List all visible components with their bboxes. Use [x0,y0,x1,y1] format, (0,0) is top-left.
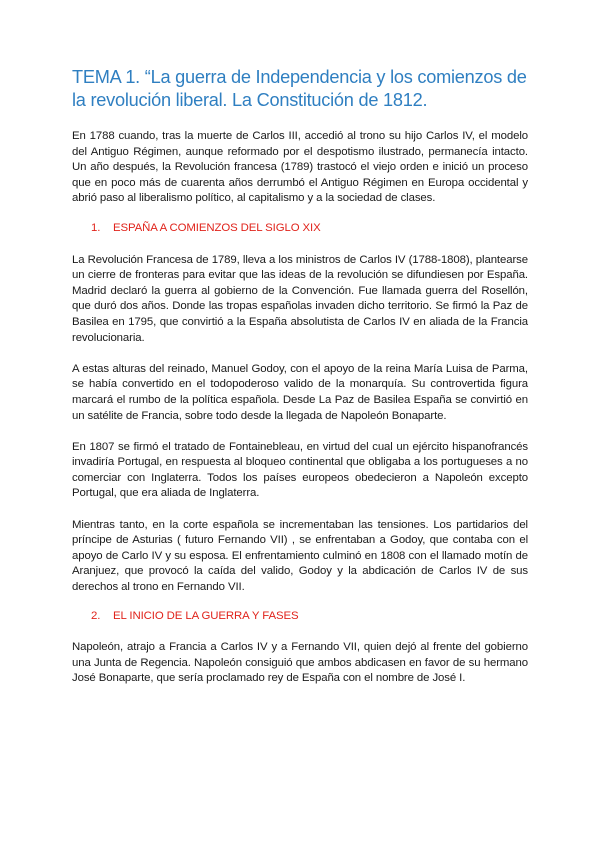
section-heading-1 [91,221,528,237]
paragraph: En 1807 se firmó el tratado de Fontainebleau, en virtud del cual un ejército hispanofrancés invadiría Portugal, en respuesta al bloqueo continental que obligaba a los portugueses a no comerciar con Inglaterra. Todos los países europeos obedecieron a Napoleón excepto Portugal, que era aliada de Inglaterra. [72,440,528,500]
document-title: TEMA 1. “La guerra de Independencia y los comienzos de la revolución liberal. La Constitución de 1812. [72,67,527,110]
section-heading-text: EL INICIO DE LA GUERRA Y FASES [113,609,299,622]
paragraph: A estas alturas del reinado, Manuel Godoy, con el apoyo de la reina María Luisa de Parma, se había convertido en el todopoderoso valido de la monarquía. Su controvertida figura marcará el rumbo de la política española. Desde La Paz de Basilea España se convirtió en un satélite de Francia, sobre todo desde la llegada de Napoleón Bonaparte. [72,362,528,422]
paragraph: Napoleón, atrajo a Francia a Carlos IV y a Fernando VII, quien dejó al frente del gobierno una Junta de Regencia. Napoleón consiguió que ambos abdicasen en favor de su hermano José Bonaparte, que sería proclamado rey de España con el nombre de José I. [72,641,528,685]
section-number: 1. [91,221,101,234]
paragraph: La Revolución Francesa de 1789, lleva a los ministros de Carlos IV (1788-1808), plantearse un cierre de fronteras para evitar que las ideas de la revolución se difundiesen por España. Madrid declaró la guerra al gobierno de la Convención. Fue llamada guerra del Rosellón, que duró dos años. Donde las tropas españolas invaden dicho territorio. Se firmó la Paz de Basilea en 1795, que convirtió a la España absolutista de Carlos IV en aliada de la Francia revolucionaria. [72,253,528,344]
section-heading-text: ESPAÑA A COMIENZOS DEL SIGLO XIX [113,221,321,234]
document-page [72,66,528,703]
section-heading-2 [91,609,528,625]
section-number: 2. [91,609,101,622]
paragraph: Mientras tanto, en la corte española se incrementaban las tensiones. Los partidarios del príncipe de Asturias ( futuro Fernando VII) , se enfrentaban a Godoy, que contaba con el apoyo de Carlo IV y su esposa. El enfrentamiento culminó en 1808 con el llamado motín de Aranjuez, que provocó la caída del valido, Godoy y la abdicación de Carlos IV de sus derechos al trono en Fernando VII. [72,518,528,594]
intro-paragraph: En 1788 cuando, tras la muerte de Carlos III, accedió al trono su hijo Carlos IV, el modelo del Antiguo Régimen, aunque reformado por el despotismo ilustrado, permanecía intacto. Un año después, la Revolución francesa (1789) trastocó el viejo orden e inició un proceso que en poco más de cuarenta años derrumbó el Antiguo Régimen en Europa occidental y abrió paso al liberalismo político, al capitalismo y a la sociedad de clases. [72,130,528,205]
